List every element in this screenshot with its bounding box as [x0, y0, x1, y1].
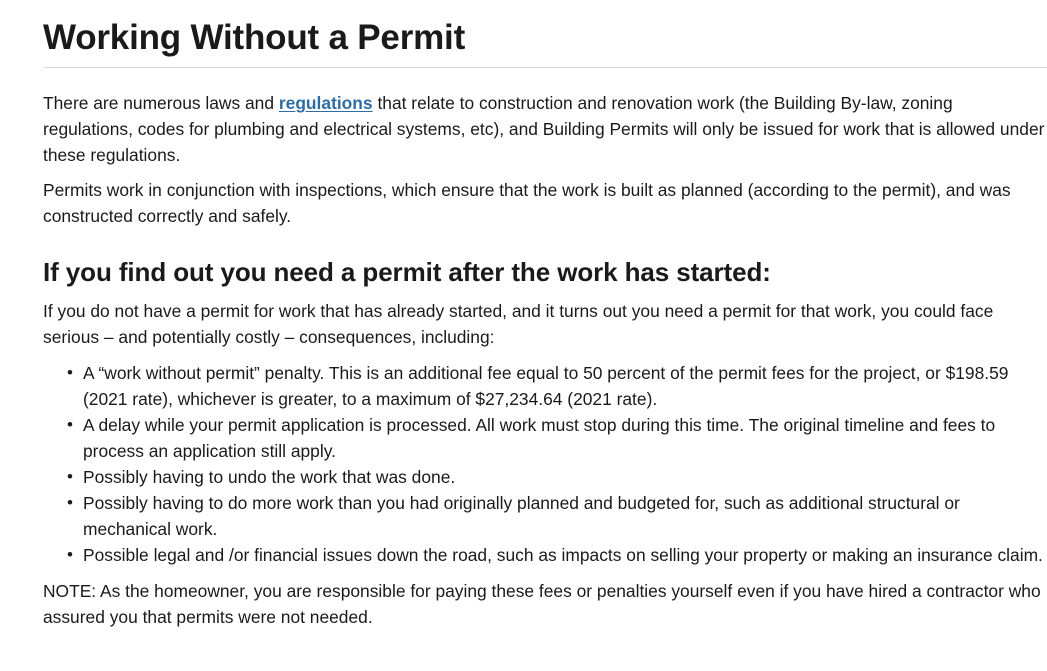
bullet-icon: • [67, 493, 73, 512]
article-content [43, 0, 1047, 630]
list-item [67, 542, 1047, 568]
list-item-text: Possibly having to do more work than you had originally planned and budgeted for, such as additional structural or mechanical work. [83, 493, 960, 539]
bullet-icon: • [67, 545, 73, 564]
consequences-list [43, 360, 1047, 568]
regulations-link[interactable]: regulations [278, 93, 373, 113]
permits-inspections-paragraph: Permits work in conjunction with inspections, which ensure that the work is built as planned (according to the permit), and was constructed correctly and safely. [43, 180, 1011, 226]
list-item-text: Possibly having to undo the work that was done. [83, 467, 456, 487]
bullet-icon: • [67, 363, 73, 382]
list-item-text: A “work without permit” penalty. This is an additional fee equal to 50 percent of the permit fees for the project, or $198.59 (2021 rate), whichever is greater, to a maximum of $27,234.64 (2021 rate). [83, 363, 1009, 409]
list-item-text: Possible legal and /or financial issues down the road, such as impacts on selling your property or making an insurance claim. [83, 545, 1043, 565]
intro-text-start: There are numerous laws and [43, 93, 279, 113]
bullet-icon: • [67, 467, 73, 486]
list-item [67, 412, 1047, 464]
intro-text-end: that relate to construction and renovation work (the Building By-law, zoning regulations, codes for plumbing and electrical systems, etc), and Building Permits will only be issued for work that is allowed under these regulations. [43, 93, 1045, 165]
bullet-icon: • [67, 415, 73, 434]
list-item-text: A delay while your permit application is processed. All work must stop during this time. The original timeline and fees to process an application still apply. [83, 415, 996, 461]
list-item [67, 360, 1047, 412]
homeowner-note: NOTE: As the homeowner, you are responsible for paying these fees or penalties yourself even if you have hired a contractor who assured you that permits were not needed. [43, 581, 1041, 627]
list-item [67, 464, 1047, 490]
intro-paragraph [43, 90, 1047, 168]
page-title: Working Without a Permit [43, 0, 1047, 68]
section-heading: If you find out you need a permit after the work has started: [43, 257, 771, 287]
list-item [67, 490, 1047, 542]
section-lead-paragraph: If you do not have a permit for work that has already started, and it turns out you need a permit for that work, you could face serious – and potentially costly – consequences, including: [43, 301, 994, 347]
